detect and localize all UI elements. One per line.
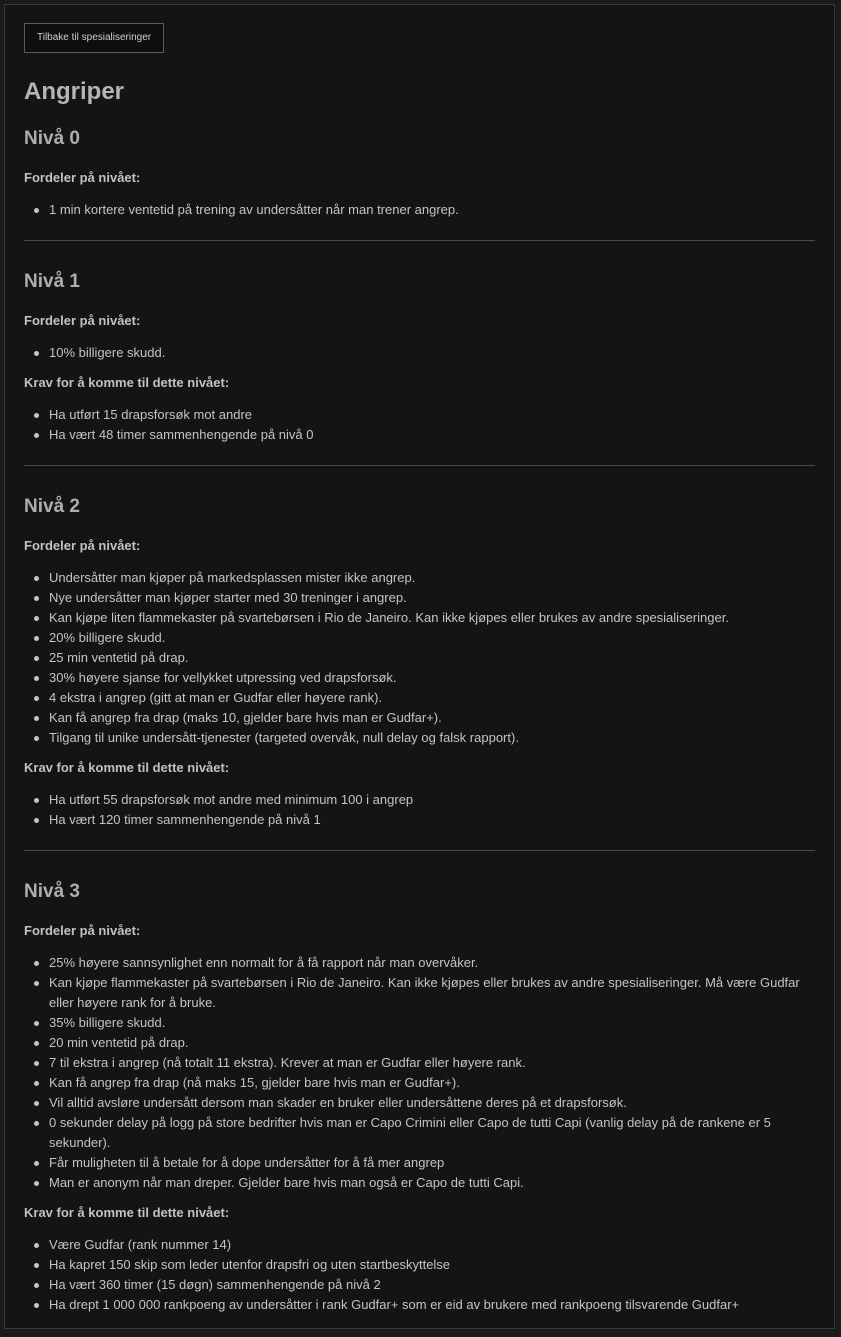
benefit-item: 4 ekstra i angrep (gitt at man er Gudfar eller høyere rank). [49, 688, 815, 708]
benefit-item: 1 min kortere ventetid på trening av undersåtter når man trener angrep. [49, 200, 815, 220]
back-to-specializations-button[interactable]: Tilbake til spesialiseringer [24, 23, 164, 53]
level-section [24, 128, 815, 220]
level-divider [24, 240, 815, 241]
benefit-item: Vil alltid avsløre undersått dersom man skader en bruker eller undersåttene deres på et drapsforsøk. [49, 1093, 815, 1113]
requirements-list [24, 1235, 815, 1315]
benefits-list [24, 953, 815, 1193]
benefit-item: Nye undersåtter man kjøper starter med 30 treninger i angrep. [49, 588, 815, 608]
requirements-list [24, 405, 815, 445]
requirement-item: Ha kapret 150 skip som leder utenfor drapsfri og uten startbeskyttelse [49, 1255, 815, 1275]
requirement-item: Ha utført 15 drapsforsøk mot andre [49, 405, 815, 425]
levels-container [24, 128, 815, 1315]
benefit-item: Kan kjøpe flammekaster på svartebørsen i Rio de Janeiro. Kan ikke kjøpes eller brukes av andre spesialiseringer. Må være Gudfar eller høyere rank for å bruke. [49, 973, 815, 1013]
benefits-list [24, 568, 815, 748]
benefit-item: 7 til ekstra i angrep (nå totalt 11 ekstra). Krever at man er Gudfar eller høyere rank. [49, 1053, 815, 1073]
benefits-list [24, 200, 815, 220]
benefit-item: Kan få angrep fra drap (nå maks 15, gjelder bare hvis man er Gudfar+). [49, 1073, 815, 1093]
level-section [24, 496, 815, 830]
benefit-item: 25 min ventetid på drap. [49, 648, 815, 668]
benefits-heading: Fordeler på nivået: [24, 923, 141, 938]
benefits-list [24, 343, 815, 363]
benefit-item: 20 min ventetid på drap. [49, 1033, 815, 1053]
benefit-item: Får muligheten til å betale for å dope undersåtter for å få mer angrep [49, 1153, 815, 1173]
requirements-heading: Krav for å komme til dette nivået: [24, 375, 230, 390]
benefit-item: Man er anonym når man dreper. Gjelder bare hvis man også er Capo de tutti Capi. [49, 1173, 815, 1193]
level-divider [24, 850, 815, 851]
benefit-item: 20% billigere skudd. [49, 628, 815, 648]
specialization-panel [4, 4, 835, 1329]
benefit-item: Kan få angrep fra drap (maks 10, gjelder bare hvis man er Gudfar+). [49, 708, 815, 728]
benefit-item: 35% billigere skudd. [49, 1013, 815, 1033]
benefit-item: Kan kjøpe liten flammekaster på svartebørsen i Rio de Janeiro. Kan ikke kjøpes eller brukes av andre spesialiseringer. [49, 608, 815, 628]
requirement-item: Ha vært 48 timer sammenhengende på nivå 0 [49, 425, 815, 445]
requirements-list [24, 790, 815, 830]
requirements-heading: Krav for å komme til dette nivået: [24, 1205, 230, 1220]
requirements-heading: Krav for å komme til dette nivået: [24, 760, 230, 775]
benefits-heading: Fordeler på nivået: [24, 538, 141, 553]
level-title: Nivå 1 [24, 271, 80, 292]
benefit-item: 10% billigere skudd. [49, 343, 815, 363]
level-title: Nivå 0 [24, 128, 80, 149]
page-title: Angriper [24, 78, 125, 105]
benefit-item: 0 sekunder delay på logg på store bedrifter hvis man er Capo Crimini eller Capo de tutti Capi (vanlig delay på de rankene er 5 sekunder). [49, 1113, 815, 1153]
benefit-item: Tilgang til unike undersått-tjenester (targeted overvåk, null delay og falsk rapport). [49, 728, 815, 748]
benefit-item: 25% høyere sannsynlighet enn normalt for å få rapport når man overvåker. [49, 953, 815, 973]
benefit-item: 30% høyere sjanse for vellykket utpressing ved drapsforsøk. [49, 668, 815, 688]
benefits-heading: Fordeler på nivået: [24, 313, 141, 328]
requirement-item: Ha drept 1 000 000 rankpoeng av undersåtter i rank Gudfar+ som er eid av brukere med rankpoeng tilsvarende Gudfar+ [49, 1295, 815, 1315]
level-title: Nivå 3 [24, 881, 80, 902]
benefits-heading: Fordeler på nivået: [24, 170, 141, 185]
requirement-item: Ha utført 55 drapsforsøk mot andre med minimum 100 i angrep [49, 790, 815, 810]
requirement-item: Ha vært 120 timer sammenhengende på nivå 1 [49, 810, 815, 830]
requirement-item: Være Gudfar (rank nummer 14) [49, 1235, 815, 1255]
benefit-item: Undersåtter man kjøper på markedsplassen mister ikke angrep. [49, 568, 815, 588]
level-title: Nivå 2 [24, 496, 80, 517]
level-section [24, 271, 815, 445]
requirement-item: Ha vært 360 timer (15 døgn) sammenhengende på nivå 2 [49, 1275, 815, 1295]
level-section [24, 881, 815, 1315]
level-divider [24, 465, 815, 466]
